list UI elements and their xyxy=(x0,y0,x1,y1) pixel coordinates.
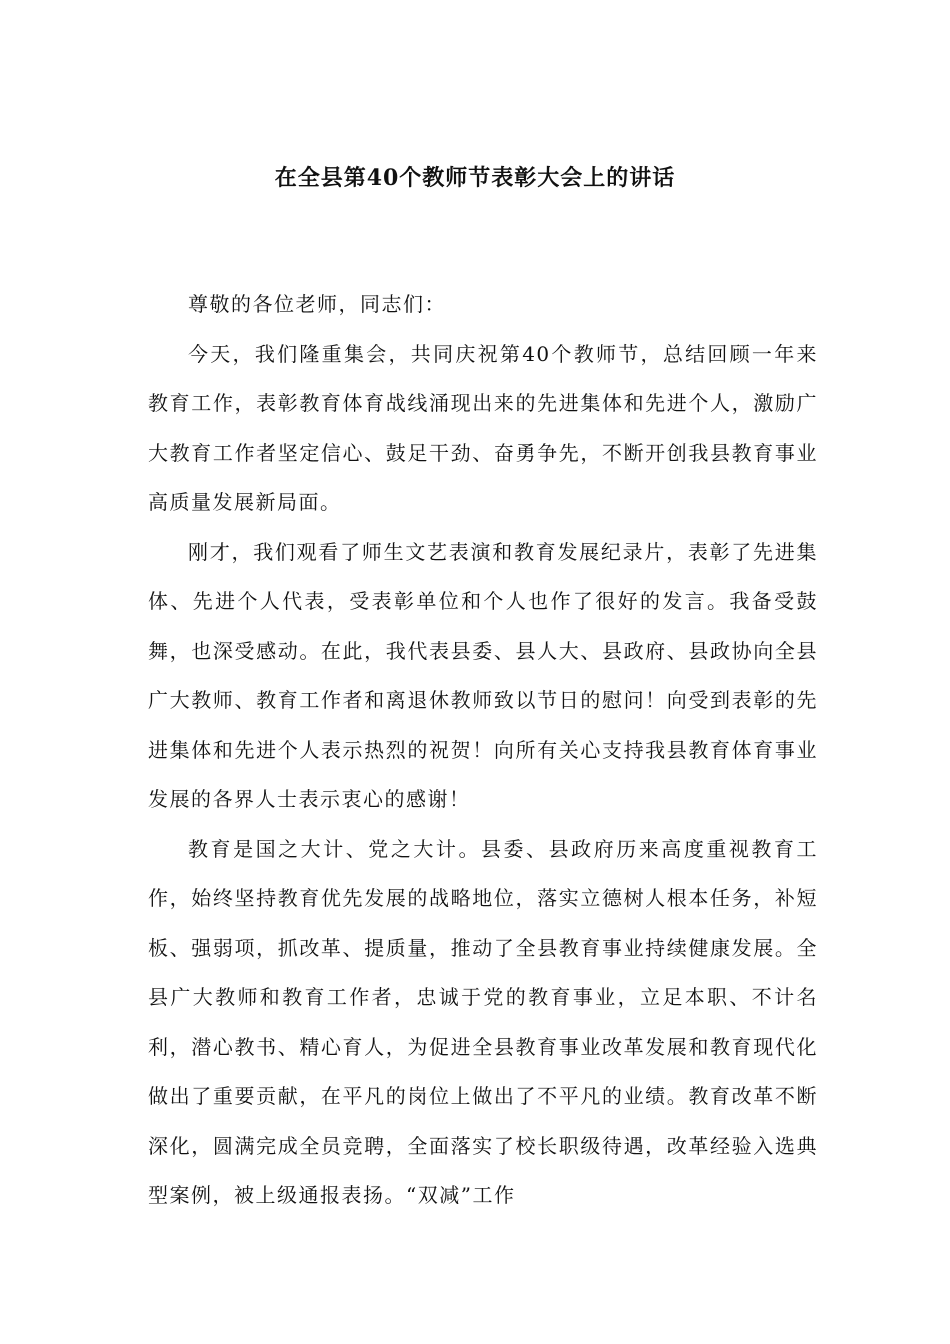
paragraph-1: 今天，我们隆重集会，共同庆祝第40个教师节，总结回顾一年来教育工作，表彰教育体育战线涌现出来的先进集体和先进个人，激励广大教育工作者坚定信心、鼓足干劲、奋勇争先，不断开创我县教育事业高质量发展新局面。 xyxy=(148,341,818,514)
greeting: 尊敬的各位老师，同志们： xyxy=(188,292,446,316)
document-body xyxy=(148,280,818,1221)
paragraph-3: 教育是国之大计、党之大计。县委、县政府历来高度重视教育工作，始终坚持教育优先发展的战略地位，落实立德树人根本任务，补短板、强弱项，抓改革、提质量，推动了全县教育事业持续健康发展。全县广大教师和教育工作者，忠诚于党的教育事业，立足本职、不计名利，潜心教书、精心育人，为促进全县教育事业改革发展和教育现代化做出了重要贡献，在平凡的岗位上做出了不平凡的业绩。教育改革不断深化，圆满完成全员竞聘，全面落实了校长职级待遇，改革经验入选典型案例，被上级通报表扬。“双减”工作 xyxy=(148,836,818,1207)
paragraph-2: 刚才，我们观看了师生文艺表演和教育发展纪录片，表彰了先进集体、先进个人代表，受表彰单位和个人也作了很好的发言。我备受鼓舞，也深受感动。在此，我代表县委、县人大、县政府、县政协向全县广大教师、教育工作者和离退休教师致以节日的慰问！向受到表彰的先进集体和先进个人表示热烈的祝贺！向所有关心支持我县教育体育事业发展的各界人士表示衷心的感谢！ xyxy=(148,539,818,811)
document-title: 在全县第40个教师节表彰大会上的讲话 xyxy=(274,165,676,191)
